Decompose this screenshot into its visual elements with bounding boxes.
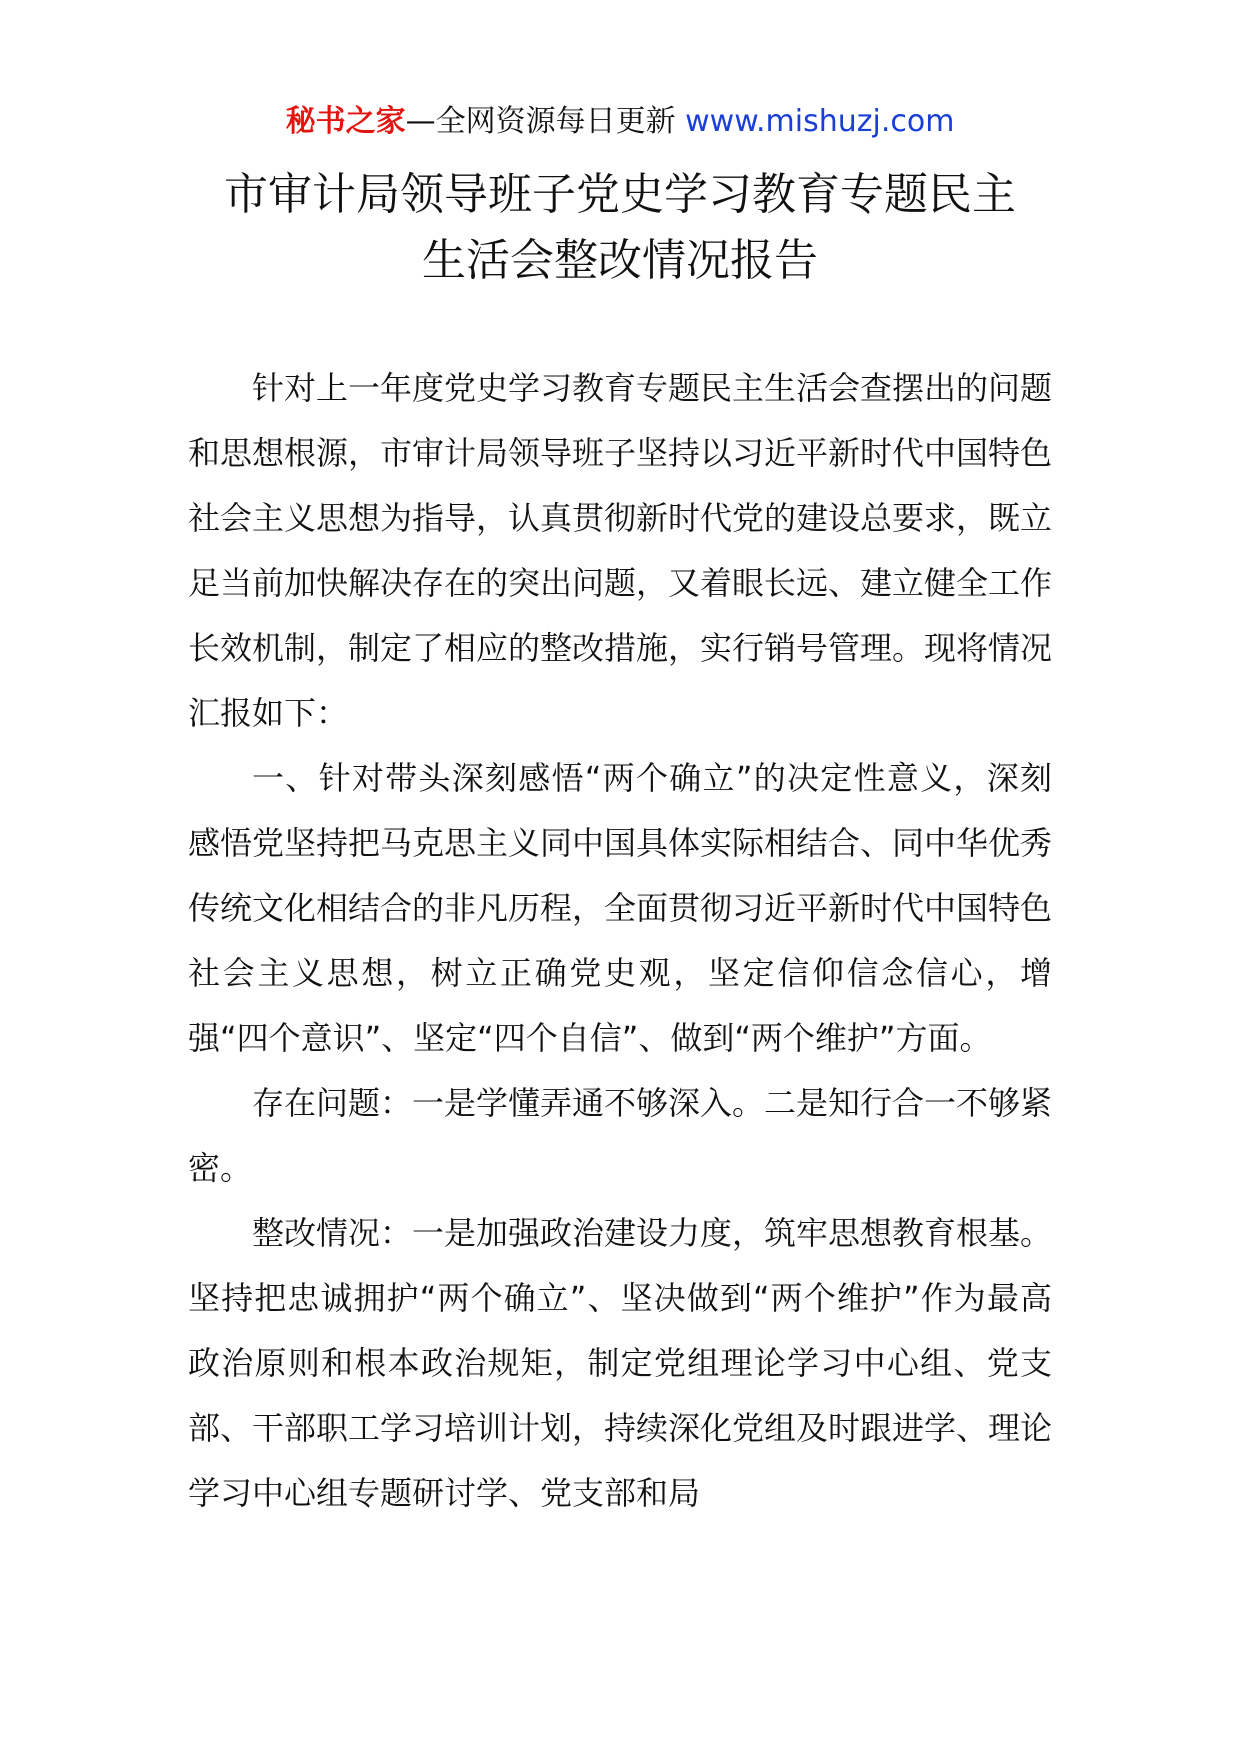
site-brand: 秘书之家 bbox=[285, 104, 406, 139]
paragraph-intro: 针对上一年度党史学习教育专题民主生活会查摆出的问题和思想根源，市审计局领导班子坚持以习近平新时代中国特色社会主义思想为指导，认真贯彻新时代党的建设总要求，既立足当前加快解决存在的突出问题，又着眼长远、建立健全工作长效机制，制定了相应的整改措施，实行销号管理。现将情况汇报如下： bbox=[188, 369, 1053, 732]
site-header bbox=[0, 100, 1240, 144]
document-title-line-2: 生活会整改情况报告 bbox=[422, 235, 818, 286]
document-title bbox=[190, 162, 1050, 294]
paragraph-rectification: 整改情况：一是加强政治建设力度，筑牢思想教育根基。坚持把忠诚拥护“两个确立”、坚决做到“两个维护”作为最高政治原则和根本政治规矩，制定党组理论学习中心组、党支部、干部职工学习培训计划，持续深化党组及时跟进学、理论学习中心组专题研讨学、党支部和局 bbox=[188, 1214, 1053, 1512]
paragraph-section-one: 一、针对带头深刻感悟“两个确立”的决定性意义，深刻感悟党坚持把马克思主义同中国具体实际相结合、同中华优秀传统文化相结合的非凡历程，全面贯彻习近平新时代中国特色社会主义思想，树立正确党史观，坚定信仰信念信心，增强“四个意识”、坚定“四个自信”、做到“两个维护”方面。 bbox=[188, 759, 1053, 1057]
site-url[interactable]: www.mishuzj.com bbox=[685, 104, 955, 139]
paragraph-problems: 存在问题：一是学懂弄通不够深入。二是知行合一不够紧密。 bbox=[188, 1084, 1053, 1187]
site-tagline: —全网资源每日更新 bbox=[405, 104, 676, 139]
document-title-line-1: 市审计局领导班子党史学习教育专题民主 bbox=[224, 169, 1016, 220]
document-body bbox=[188, 356, 1052, 1526]
